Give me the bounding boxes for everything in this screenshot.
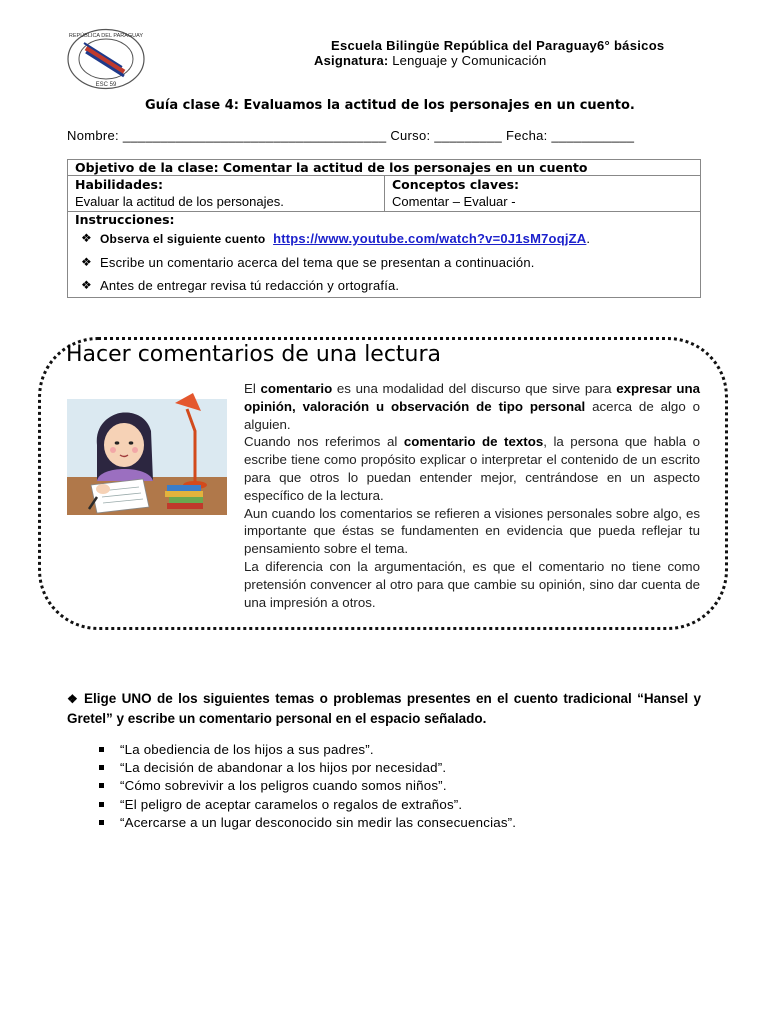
bold-term: expresar una opinión, valoración u observación de tipo personal xyxy=(244,381,701,414)
svg-text:ESC 59: ESC 59 xyxy=(95,82,117,88)
instruction-suffix: . xyxy=(586,231,591,246)
diamond-bullet-icon: ❖ xyxy=(81,231,92,245)
list-item: “La obediencia de los hijos a sus padres”. xyxy=(97,741,516,759)
list-item: “La decisión de abandonar a los hijos por necesidad”. xyxy=(97,759,516,777)
instruction-item xyxy=(81,227,693,251)
diamond-bullet-icon: ❖ xyxy=(81,278,92,292)
objective-cell: Objetivo de la clase: Comentar la actitud de los personajes en un cuento xyxy=(68,160,701,176)
reading-box-text xyxy=(244,380,700,611)
objective-table xyxy=(67,159,701,298)
svg-text:REPÚBLICA DEL PARAGUAY: REPÚBLICA DEL PARAGUAY xyxy=(68,33,144,39)
instruction-text: Antes de entregar revisa tú redacción y ortografía. xyxy=(100,278,400,293)
skills-value: Evaluar la actitud de los personajes. xyxy=(75,194,284,209)
skills-cell xyxy=(68,176,385,212)
task-instruction xyxy=(67,689,701,728)
school-name: Escuela Bilingüe República del Paraguay6° básicos xyxy=(331,38,665,53)
subject-value: Lenguaje y Comunicación xyxy=(392,53,547,68)
text-run: El xyxy=(244,381,261,396)
reading-box-title: Hacer comentarios de una lectura xyxy=(66,342,442,367)
text-run: , la persona que habla o escribe tiene como propósito explicar o interpretar el contenido de un escrito para que otros lo puedan entender mejor, centrándose en un aspecto específico de la lectura. xyxy=(244,434,701,503)
text-run: Cuando nos referimos al xyxy=(244,434,404,450)
guide-title: Guía clase 4: Evaluamos la actitud de los personajes en un cuento. xyxy=(145,98,635,113)
paragraph-4: La diferencia con la argumentación, es que el comentario no tiene como pretensión convencer al otro para que cambie su opinión, sino dar cuenta de una impresión a otros. xyxy=(244,558,700,610)
text-run: es una modalidad del discurso que sirve para xyxy=(332,381,617,396)
youtube-link[interactable]: https://www.youtube.com/watch?v=0J1sM7oqjZA xyxy=(273,231,587,246)
girl-writing-illustration xyxy=(67,385,227,515)
instruction-text: Escribe un comentario acerca del tema que se presentan a continuación. xyxy=(100,255,535,270)
instructions-header: Instrucciones: xyxy=(75,212,175,227)
instruction-item xyxy=(81,251,693,274)
concepts-cell xyxy=(385,176,701,212)
skills-header: Habilidades: xyxy=(75,177,163,192)
list-item: “Cómo sobrevivir a los peligros cuando somos niños”. xyxy=(97,777,516,795)
paragraph-2 xyxy=(244,433,700,504)
instruction-text: Observa el siguiente cuento xyxy=(100,232,266,246)
instruction-item xyxy=(81,274,693,297)
subject-label: Asignatura: xyxy=(314,53,389,68)
paragraph-1 xyxy=(244,380,700,433)
school-seal-icon xyxy=(66,28,146,90)
subject-line xyxy=(314,53,546,68)
concepts-header: Conceptos claves: xyxy=(392,177,520,192)
diamond-bullet-icon: ❖ xyxy=(67,692,78,706)
instructions-list xyxy=(75,227,693,297)
diamond-bullet-icon: ❖ xyxy=(81,255,92,269)
bold-term: comentario de textos xyxy=(403,434,544,450)
bold-term: comentario xyxy=(260,381,333,396)
list-item: “El peligro de aceptar caramelos o regalos de extraños”. xyxy=(97,796,516,814)
task-text: Elige UNO de los siguientes temas o problemas presentes en el cuento tradicional “Hansel y Gretel” y escribe un comentario personal en el espacio señalado. xyxy=(67,691,701,726)
topics-list xyxy=(97,741,516,832)
text-run: acerca de algo o alguien. xyxy=(244,398,700,432)
list-item: “Acercarse a un lugar desconocido sin medir las consecuencias”. xyxy=(97,814,516,832)
concepts-value: Comentar – Evaluar - xyxy=(392,194,516,209)
paragraph-3: Aun cuando los comentarios se refieren a visiones personales sobre algo, es importante que éstas se fundamenten en evidencia que pueda reflejar tu pensamiento sobre el tema. xyxy=(244,505,700,557)
instructions-cell xyxy=(68,212,701,298)
student-info-line: Nombre: ___________________________________ Curso: _________ Fecha: ___________ xyxy=(67,128,635,143)
